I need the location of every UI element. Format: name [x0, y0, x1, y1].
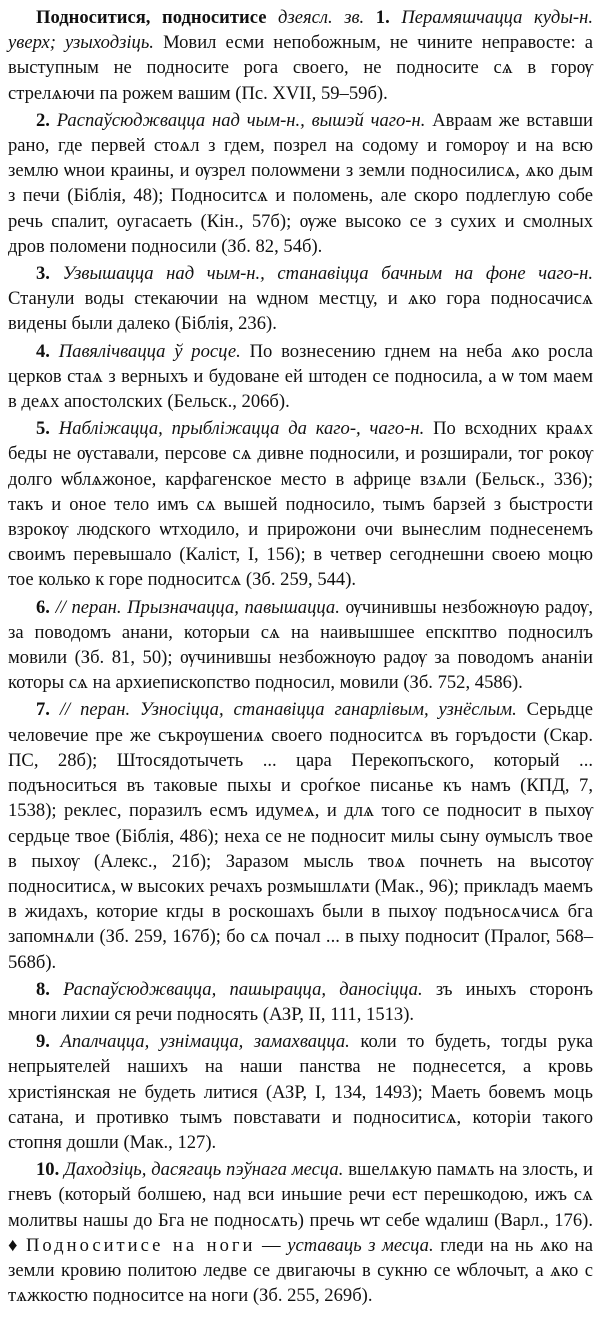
sense-citations: зъ иныхъ сторонъ многи лихии ся речи подносять (АЗР, II, 111, 1513).	[8, 978, 594, 1025]
sense-9	[8, 1029, 593, 1155]
headword: Подноситися, подноситисе	[36, 7, 267, 28]
sense-number: 2.	[36, 109, 50, 131]
grammar-label: дзеясл. зв.	[278, 7, 365, 28]
sense-definition: Распаўсюджвацца над чым-н., вышэй чаго-н.	[56, 109, 426, 131]
sense-number: 6.	[36, 596, 50, 618]
sense-definition: Перамяшчацца куды-н. уверх; узыходзіць.	[8, 7, 593, 54]
sense-citations: ѹчинившы незбожнѹю радѹ, за поводомъ анани, которыи сѧ на наивышшее епскптво подносилъ мовили (Зб. 81, 50); ѹчинившы незбожнѹю радѹ за поводомъ ананіи которы сѧ на архиепископство подносил, мовили (Зб. 752, 4586).	[8, 596, 593, 694]
sense-6	[8, 595, 593, 696]
sense-8	[8, 977, 593, 1027]
sense-citations: Авраам же вставши рано, где первей стоѧл з гдем, позрел на содому и гоморѹ и на всю землю ѡнои краины, и ѹзрел полоѡмени з земли подносилисѧ, ѧко дым з печи (Біблія, 48); Подноситсѧ и поломень, але скоро подлеглую собе речь спалит, оугасаеть (Кін., 57б); ѹже высоко се з сухих и смолных дров поломени подносили (Зб. 82, 54б).	[8, 109, 594, 257]
phrase-marker-icon: ♦	[8, 1234, 20, 1256]
sense-2	[8, 108, 593, 259]
sense-definition: Апалчацца, узнімацца, замахвацца.	[60, 1031, 350, 1053]
sense-citations: Мовил есми непобожным, не чините неправосте: а выступным не подносите рога своего, не подносите сѧ в горѹ стрелѧючи па рожем вашим (Пс. XVII, 59–59б).	[8, 32, 594, 104]
sense-definition: Узвышацца над чым-н., станавіцца бачным на фоне чаго-н.	[62, 263, 594, 285]
phrase-citations: гледи на нь ѧко на земли кровию политою ледве се двигаючы в сукню се ѡблочыт, а ѧко с тѧжкостю подноситсе на ноги (Зб. 255, 269б).	[8, 1234, 593, 1307]
sense-5	[8, 416, 593, 592]
sense-number: 4.	[36, 340, 50, 362]
sense-definition: Павялічвацца ў росце.	[58, 340, 241, 362]
sense-number: 5.	[36, 418, 50, 440]
phrase-head: Подноситисе на ноги	[25, 1234, 256, 1256]
sense-number: 1.	[375, 7, 390, 28]
sense-1	[8, 5, 593, 106]
sense-citations: Станули воды стекаючии на ѡдном местцу, и ѧко гора подносачисѧ видены были далеко (Біблія, 236).	[8, 288, 593, 335]
sense-4	[8, 339, 593, 415]
sense-citations: По вознесению гднем на неба ѧко росла церков стаѧ з верныхъ и будоване ей штоден се подносила, а ѡ том маем в деѧх апостолских (Бельск., 206б).	[8, 340, 593, 413]
sense-number: 3.	[36, 263, 50, 285]
sense-definition: Набліжацца, прыбліжацца да каго-, чаго-н.	[58, 418, 425, 440]
sense-number: 10.	[36, 1159, 60, 1181]
sense-number: 7.	[36, 699, 50, 721]
sense-citations: По всходних краѧх беды не ѹставали, персове сѧ дивне подносили, и розширали, тог рокѹ долго ѡблѧжоное, карфагенское место в африце взѧли (Бельск., 336); такъ и оное тело имъ сѧ вышей подносило, тымъ барзей з быстрости взрокѹ людского ѡтходило, и прирожони очи вынеслим поднесенемъ своимъ перевышало (Каліст, I, 156); в четвер сегоднешни своею моцю тое колько к горе подноситсѧ (Зб. 259, 544).	[8, 418, 594, 591]
sense-definition: Распаўсюджвацца, пашырацца, даносіцца.	[63, 978, 423, 1000]
phrase-dash: —	[262, 1234, 281, 1256]
sense-definition: // перан. Прызначацца, павышацца.	[55, 596, 340, 618]
phrase-definition: уставаць з месца.	[287, 1234, 434, 1256]
sense-definition: // перан. Узносіцца, станавіцца ганарлівым, узнёслым.	[59, 699, 517, 721]
sense-citations: вшелѧкую памѧть на злость, и гневъ (который болшею, над вси иньшие речи ест перешкодою, ижъ сѧ молитвы нашы до Бга не подносѧть) пречь ѡт себе ѡдалиш (Варл., 176).	[8, 1159, 594, 1231]
sense-definition: Даходзіць, дасягаць пэўнага месца.	[64, 1159, 344, 1181]
sense-number: 8.	[36, 978, 50, 1000]
sense-citations: Серьдце человечие пре же съкрѹшениѧ своего подноситсѧ въ горъдости (Скар. ПС, 28б); Штосядотычеть ... цара Перекопъского, который ... подъноситься въ таковые пыхы и сроѓкое писанье къ намъ (КПД, 7, 1538); реклес, поразилъ есмъ идумеѧ, и длѧ того се подносит в пыхѹ сердьце твое (Біблія, 486); неха се не подносит милы сыну ѹмыслъ твое в пыхѹ (Алекс., 21б); Заразом мысль твоѧ почнеть на высотѹ подноситисѧ, ѡ высоких речахъ розмышлѧти (Мак., 96); прикладъ маемъ в жидахъ, которие кгды в роскошахъ были в пыхѹ подъносѧчисѧ бга запомнѧли (Зб. 259, 167б); бо сѧ почал ... в пыху подносит (Пралог, 568–568б).	[8, 699, 593, 973]
sense-10	[8, 1157, 593, 1308]
sense-citations: коли то будеть, тогды рука непрыятелей нашихъ на наши панства не поднесется, а кровь христіянская не будеть литися (АЗР, I, 134, 1493); Маеть бовемъ моць сатана, и противко тымъ повставати и подноситисѧ, которіи такого стопня дошли (Мак., 127).	[8, 1031, 594, 1153]
sense-3	[8, 261, 593, 337]
sense-number: 9.	[36, 1031, 50, 1053]
sense-7	[8, 697, 593, 974]
